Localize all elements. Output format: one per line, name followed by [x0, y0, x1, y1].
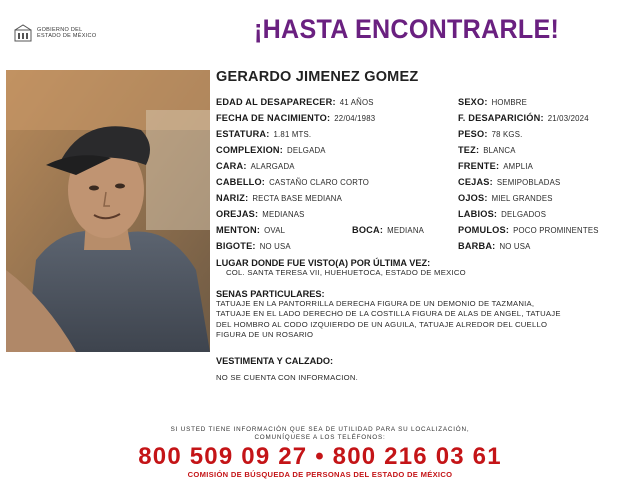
marks-line: FIGURA DE UN ROSARIO	[216, 330, 314, 340]
field-pomulos	[458, 225, 599, 236]
field-label: EDAD AL DESAPARECER:	[216, 97, 336, 107]
field-value: SEMIPOBLADAS	[496, 178, 561, 187]
field-sexo	[458, 97, 527, 108]
field-frente	[458, 161, 533, 172]
field-label: OREJAS:	[216, 209, 259, 219]
field-label: COMPLEXION:	[216, 145, 284, 155]
field-value: 1.81 MTS.	[273, 130, 312, 139]
field-menton	[216, 225, 285, 236]
commission-name: COMISIÓN DE BÚSQUEDA DE PERSONAS DEL ESTADO DE MÉXICO	[187, 470, 453, 479]
person-name: GERARDO JIMENEZ GOMEZ	[216, 69, 419, 85]
field-cejas	[458, 177, 560, 188]
field-label: LABIOS:	[458, 209, 498, 219]
field-label: POMULOS:	[458, 225, 510, 235]
field-label: CABELLO:	[216, 177, 266, 187]
field-complexion	[216, 145, 326, 156]
field-label: CEJAS:	[458, 177, 493, 187]
marks-line: TATUAJE EN LA PANTORRILLA DERECHA FIGURA DE UN DEMONIO DE TAZMANIA,	[216, 299, 535, 308]
field-label: SEXO:	[458, 97, 488, 107]
last-seen-line: COL. SANTA TERESA VII, HUEHUETOCA, ESTADO DE MEXICO	[226, 268, 466, 277]
person-photo	[6, 70, 210, 352]
field-label: FRENTE:	[458, 161, 500, 171]
field-value: DELGADA	[287, 146, 326, 155]
field-value: MIEL GRANDES	[491, 194, 553, 203]
field-value: POCO PROMINENTES	[513, 226, 599, 235]
field-value: NO USA	[499, 242, 531, 251]
marks-line: DEL HOMBRO AL CODO IZQUIERDO DE UN AGUILA, TATUAJE ALREDOR DEL CUELLO	[216, 319, 548, 329]
field-estatura	[216, 129, 311, 140]
field-orejas	[216, 209, 305, 220]
last-seen-title: LUGAR DONDE FUE VISTO(A) POR ÚLTIMA VEZ:	[216, 258, 431, 268]
field-value: ALARGADA	[250, 162, 295, 171]
field-value: 41 AÑOS	[339, 98, 374, 107]
marks-line: TATUAJE EN EL LADO DERECHO DE LA COSTILLA FIGURA DE ALAS DE ANGEL, TATUAJE	[216, 309, 561, 319]
field-nacimiento	[216, 113, 375, 124]
missing-person-photo	[6, 70, 210, 352]
field-value: RECTA BASE MEDIANA	[252, 194, 343, 203]
field-value: MEDIANA	[387, 226, 425, 235]
phone-numbers: 800 509 09 27 • 800 216 03 61	[138, 443, 502, 470]
clothing-title: VESTIMENTA Y CALZADO:	[216, 356, 334, 366]
field-label: BIGOTE:	[216, 241, 256, 251]
field-label: ESTATURA:	[216, 129, 270, 139]
field-label: NARIZ:	[216, 193, 249, 203]
field-label: BOCA:	[352, 225, 384, 235]
logo-line-2: ESTADO DE MÉXICO	[37, 33, 97, 39]
field-value: CASTAÑO CLARO CORTO	[269, 178, 370, 187]
field-cabello	[216, 177, 369, 188]
clothing-text	[216, 373, 358, 383]
field-value: MEDIANAS	[262, 210, 305, 219]
field-value: 78 KGS.	[491, 130, 523, 139]
state-seal-icon	[14, 24, 32, 42]
field-boca	[352, 225, 424, 236]
field-ojos	[458, 193, 553, 204]
field-desaparicion	[458, 113, 589, 124]
field-labios	[458, 209, 546, 220]
last-seen-text	[226, 268, 466, 278]
field-label: MENTON:	[216, 225, 261, 235]
field-value: NO USA	[259, 242, 291, 251]
field-value: DELGADOS	[501, 210, 547, 219]
info-line-2: COMUNÍQUESE A LOS TELÉFONOS:	[254, 434, 386, 441]
field-value: HOMBRE	[491, 98, 528, 107]
field-value: 22/04/1983	[334, 114, 376, 123]
field-value: OVAL	[264, 226, 286, 235]
field-edad	[216, 97, 374, 108]
marks-text	[216, 299, 561, 341]
field-label: CARA:	[216, 161, 247, 171]
field-label: FECHA DE NACIMIENTO:	[216, 113, 331, 123]
field-nariz	[216, 193, 342, 204]
field-cara	[216, 161, 295, 172]
headline: ¡HASTA ENCONTRARLE!	[254, 14, 560, 44]
field-label: PESO:	[458, 129, 488, 139]
field-label: TEZ:	[458, 145, 480, 155]
field-value: AMPLIA	[503, 162, 534, 171]
field-peso	[458, 129, 522, 140]
field-label: F. DESAPARICIÓN:	[458, 113, 544, 123]
field-value: 21/03/2024	[547, 114, 589, 123]
field-bigote	[216, 241, 291, 252]
logo-line-1: GOBIERNO DEL	[37, 26, 83, 33]
field-label: OJOS:	[458, 193, 488, 203]
field-value: BLANCA	[483, 146, 516, 155]
info-line-1: SI USTED TIENE INFORMACIÓN QUE SEA DE UTILIDAD PARA SU LOCALIZACIÓN,	[170, 426, 470, 433]
state-logo	[14, 22, 134, 44]
field-tez	[458, 145, 516, 156]
clothing-line: NO SE CUENTA CON INFORMACION.	[216, 373, 359, 382]
marks-title: SENAS PARTICULARES:	[216, 289, 325, 299]
field-label: BARBA:	[458, 241, 496, 251]
field-barba	[458, 241, 531, 252]
